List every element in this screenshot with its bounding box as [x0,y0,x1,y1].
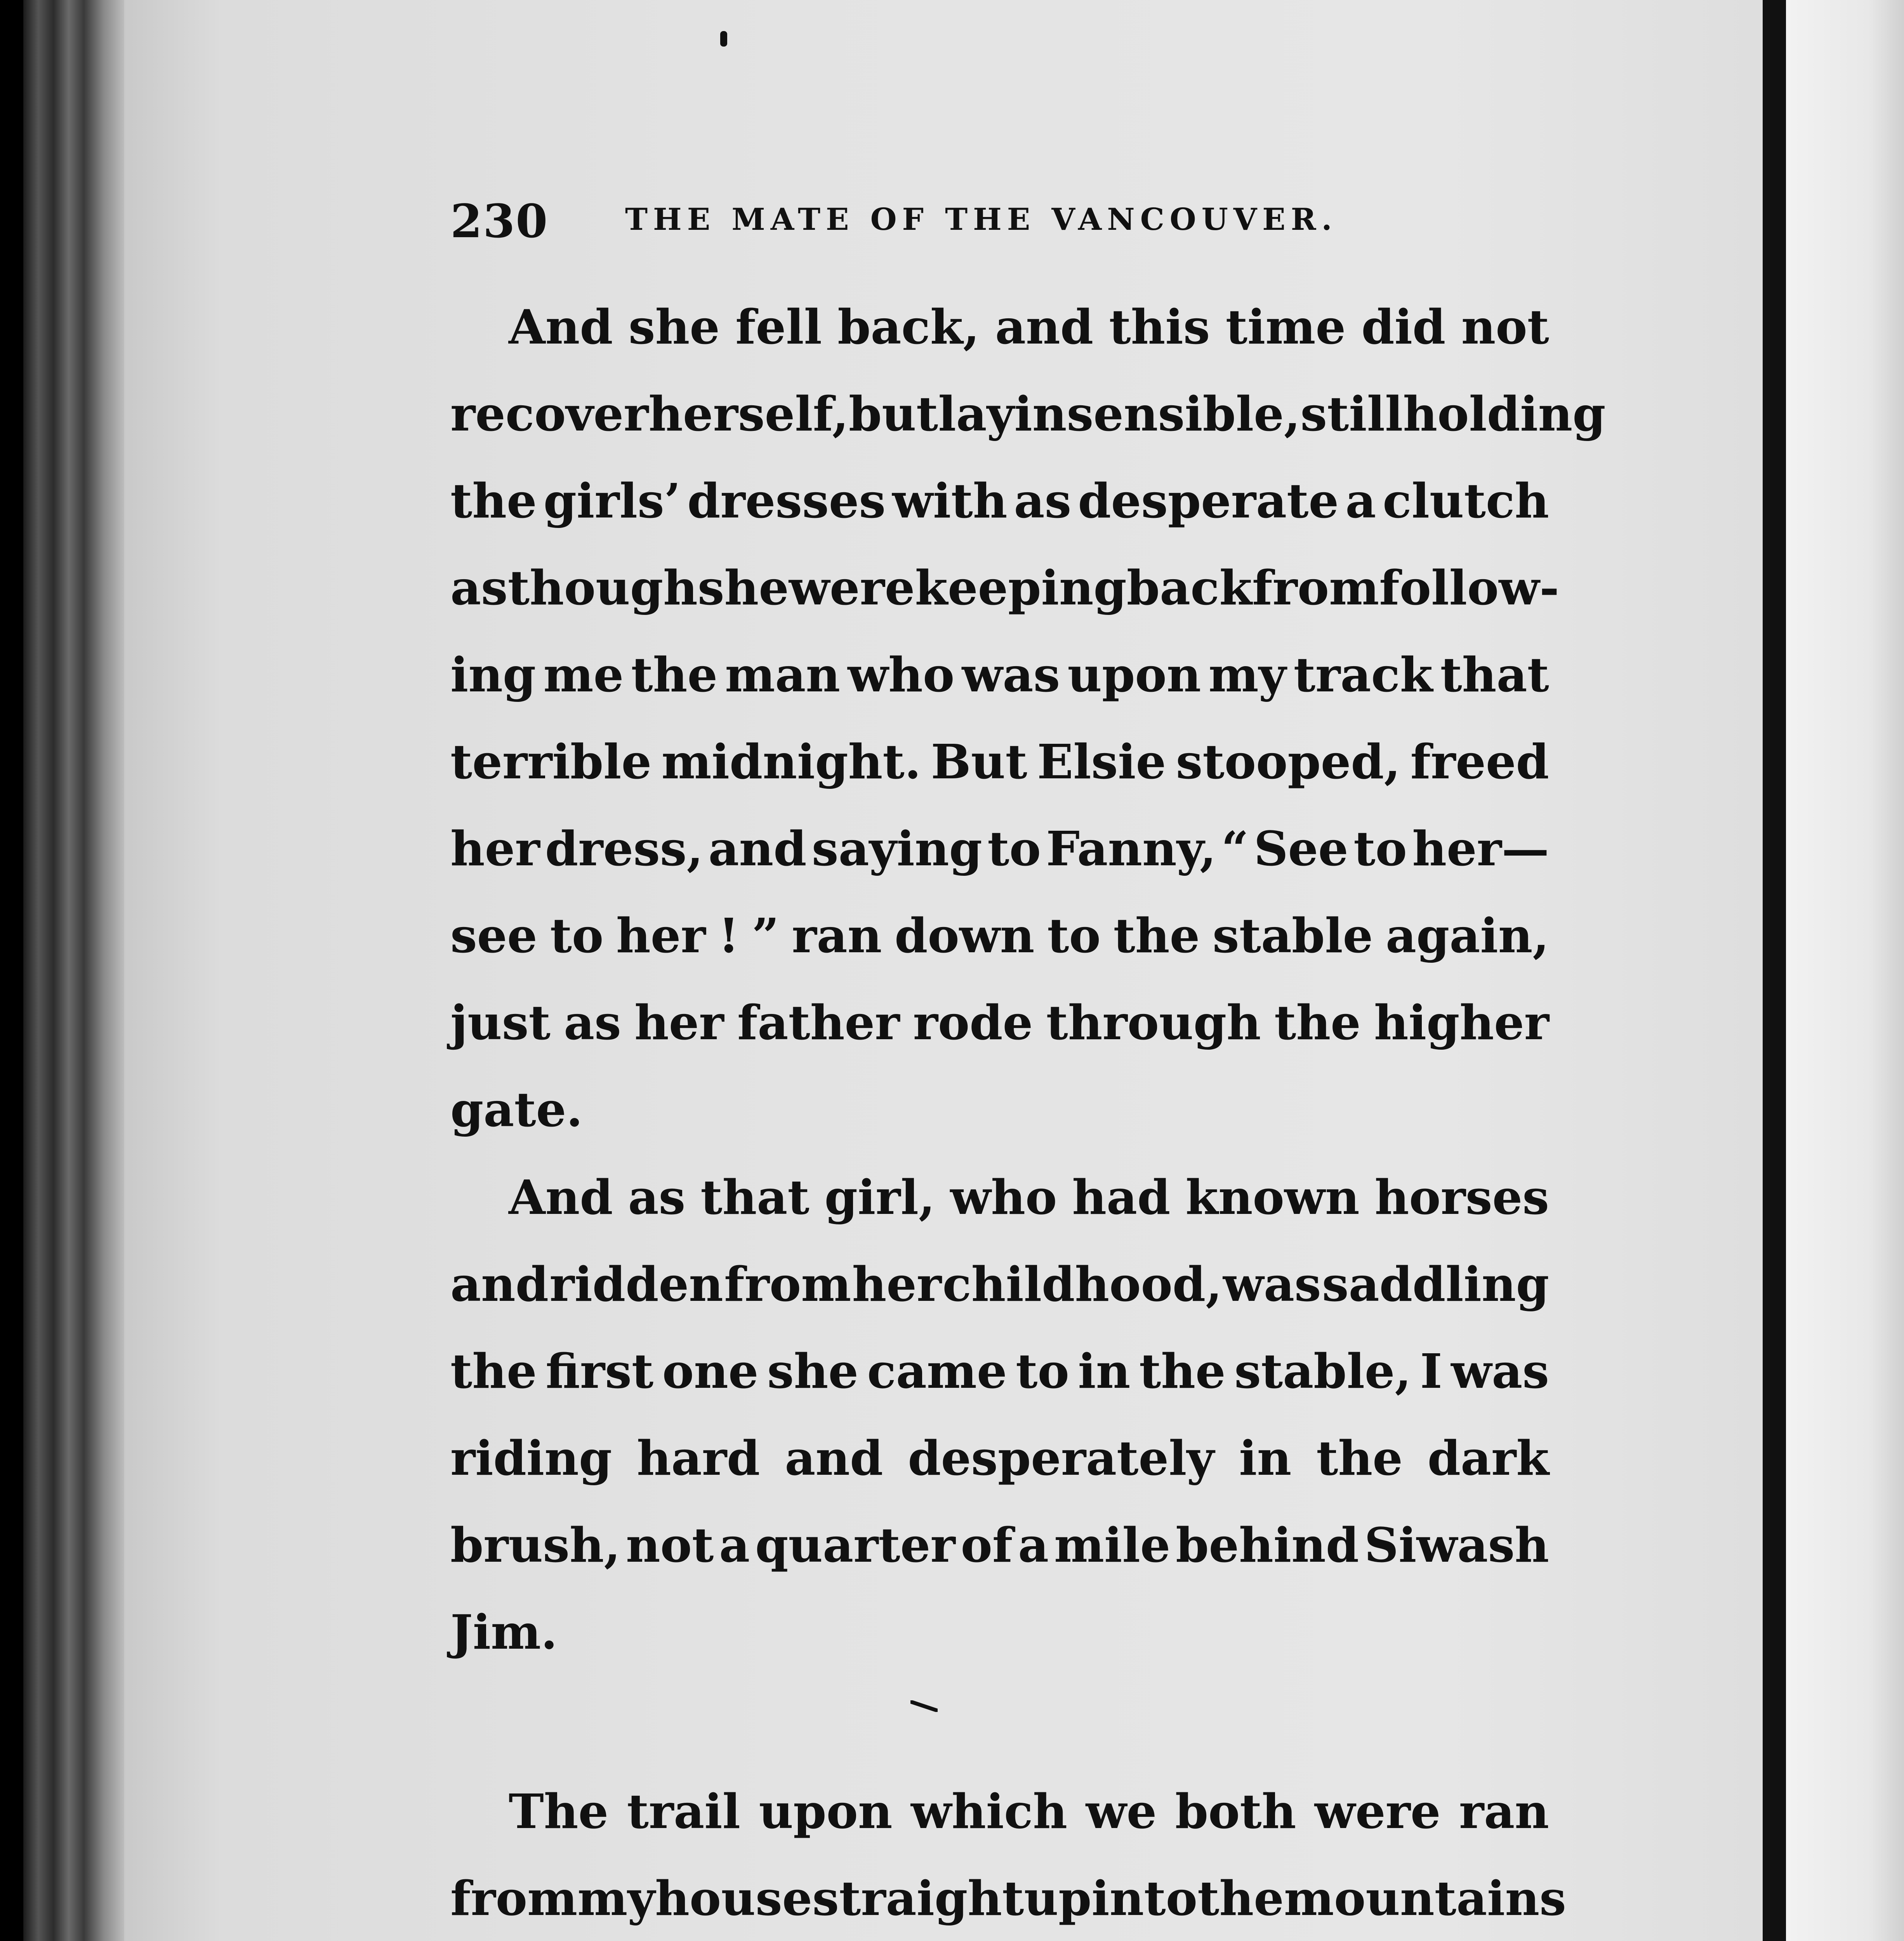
word: known [1185,1169,1360,1225]
word: behind [1176,1517,1359,1573]
word: ! [718,908,739,964]
word: dark [1427,1430,1549,1486]
text-line [450,1328,1549,1415]
word: freed [1410,734,1549,790]
word: a [1018,1517,1049,1573]
text-line [450,718,1549,805]
word: “ [1221,821,1249,877]
text-line [450,544,1559,631]
word: the [1197,1870,1284,1926]
word: a [719,1517,750,1573]
word: in [1078,1343,1131,1399]
word: Siwash [1364,1517,1549,1573]
word: again, [1385,908,1549,964]
word: though [507,560,698,616]
word: did [1361,299,1446,355]
word: and [708,821,807,877]
text-line [450,1589,1549,1675]
text-line [450,1768,1549,1855]
text-line [450,631,1549,718]
word: See [1254,821,1348,877]
word: stooped, [1176,734,1401,790]
word: and [995,299,1094,355]
word: lay [938,386,1015,442]
page-edge-shadow [1763,0,1786,1941]
word: herself, [648,386,849,442]
word: brush, [450,1517,621,1573]
word: upon [1067,647,1201,703]
word: the [450,1343,537,1399]
section-break-mark [910,1700,938,1712]
page-number: 230 [450,194,549,248]
word: desperate [1078,473,1339,529]
word: her [634,995,724,1050]
word: saying [811,821,982,877]
word: which [911,1783,1068,1839]
word: to [1353,821,1407,877]
word: follow- [1379,560,1559,616]
word: back [1126,560,1253,616]
paragraph [450,283,1606,1153]
text-line [450,1855,1566,1941]
paragraph [450,1154,1549,1675]
word: not [1461,299,1549,355]
word: ” [752,908,779,964]
word: see [450,908,537,964]
word: were [789,560,915,616]
word: through [1046,995,1261,1050]
word: girls’ [543,473,681,529]
word: horses [1374,1169,1549,1225]
word: as [1014,473,1072,529]
word: down [895,908,1035,964]
word: ran [1459,1783,1549,1839]
word: just [450,995,551,1050]
word: a [1345,473,1376,529]
word: house [655,1870,813,1926]
word: the [450,473,537,529]
facing-page-edge [1786,0,1904,1941]
word: back, [837,299,980,355]
word: mile [1054,1517,1171,1573]
word: she [628,299,720,355]
word: as [450,560,508,616]
word: stable, [1234,1343,1412,1399]
word: as [628,1169,686,1225]
word: to [1047,908,1101,964]
word: of [961,1517,1013,1573]
text-line [450,979,1549,1066]
word: was [962,647,1060,703]
word: to [1016,1343,1069,1399]
word: one [662,1343,759,1399]
running-head: THE MATE OF THE VANCOUVER. [625,202,1338,237]
word: But [931,734,1027,790]
word: her [852,1256,942,1312]
word: that [1440,647,1549,703]
word: The [509,1783,609,1839]
text-line [450,892,1549,979]
word: insensible, [1014,386,1301,442]
word: first [545,1343,654,1399]
word: midnight. [661,734,921,790]
word: was [1223,1256,1321,1312]
word: her [450,821,540,877]
word: from [450,1870,578,1926]
word: the [1113,908,1200,964]
text-line [450,1502,1549,1589]
paragraph [450,1768,1566,1941]
book-gutter [23,0,124,1941]
text-line [450,457,1549,544]
word: with [892,473,1008,529]
word: ing [450,647,536,703]
text-line [450,1066,1549,1153]
word: was [1451,1343,1549,1399]
word: my [577,1870,655,1926]
word: who [950,1169,1057,1225]
word: dress, [545,821,704,877]
word: desperately [908,1430,1214,1486]
word: upon [759,1783,893,1839]
word: still [1300,386,1403,442]
word: and [450,1256,549,1312]
word: rode [913,995,1033,1050]
text-line [450,283,1549,370]
word: the [1139,1343,1226,1399]
word: the [631,647,718,703]
word: Jim. [450,1604,558,1660]
word: trail [627,1783,740,1839]
word: she [697,560,789,616]
word: to [987,821,1041,877]
word: ran [792,908,882,964]
word: the [1274,995,1361,1050]
word: from [724,1256,851,1312]
word: came [867,1343,1007,1399]
word: saddling [1322,1256,1549,1312]
word: keeping [915,560,1127,616]
word: who [848,647,955,703]
text-line [450,370,1606,457]
word: man [725,647,841,703]
word: hard [637,1430,760,1486]
word: mountains [1284,1870,1566,1926]
word: and [785,1430,883,1486]
word: she [767,1343,859,1399]
word: as [564,995,621,1050]
word: And [509,299,613,355]
word: this [1109,299,1210,355]
word: father [737,995,900,1050]
word: holding [1403,386,1606,442]
word: up [1024,1870,1092,1926]
word: her [616,908,706,964]
word: into [1091,1870,1198,1926]
text-line [450,1154,1549,1241]
word: were [1314,1783,1441,1839]
word: riding [450,1430,612,1486]
word: the [1316,1430,1403,1486]
word: but [848,386,938,442]
text-line [450,805,1549,892]
word: her— [1412,821,1549,877]
text-line [450,1415,1549,1502]
word: Elsie [1037,734,1166,790]
word: ridden [549,1256,723,1312]
word: recover [450,386,649,442]
word: from [1252,560,1379,616]
word: time [1225,299,1346,355]
word: quarter [755,1517,955,1573]
page-header [450,194,1537,260]
word: terrible [450,734,652,790]
word: Fanny, [1046,821,1216,877]
word: gate. [450,1082,583,1137]
word: had [1072,1169,1171,1225]
word: we [1086,1783,1157,1839]
word: fell [735,299,822,355]
word: stable [1212,908,1373,964]
word: higher [1374,995,1549,1050]
word: dresses [687,473,886,529]
word: me [543,647,624,703]
word: in [1239,1430,1292,1486]
word: my [1208,647,1286,703]
word: straight [812,1870,1024,1926]
word: to [550,908,604,964]
word: childhood, [942,1256,1222,1312]
word: girl, [824,1169,935,1225]
word: that [700,1169,810,1225]
word: clutch [1383,473,1549,529]
word: track [1293,647,1433,703]
ink-speck [720,31,727,47]
word: both [1175,1783,1296,1839]
text-line [450,1241,1549,1328]
word: And [509,1169,613,1225]
word: not [625,1517,714,1573]
word: I [1420,1343,1442,1399]
